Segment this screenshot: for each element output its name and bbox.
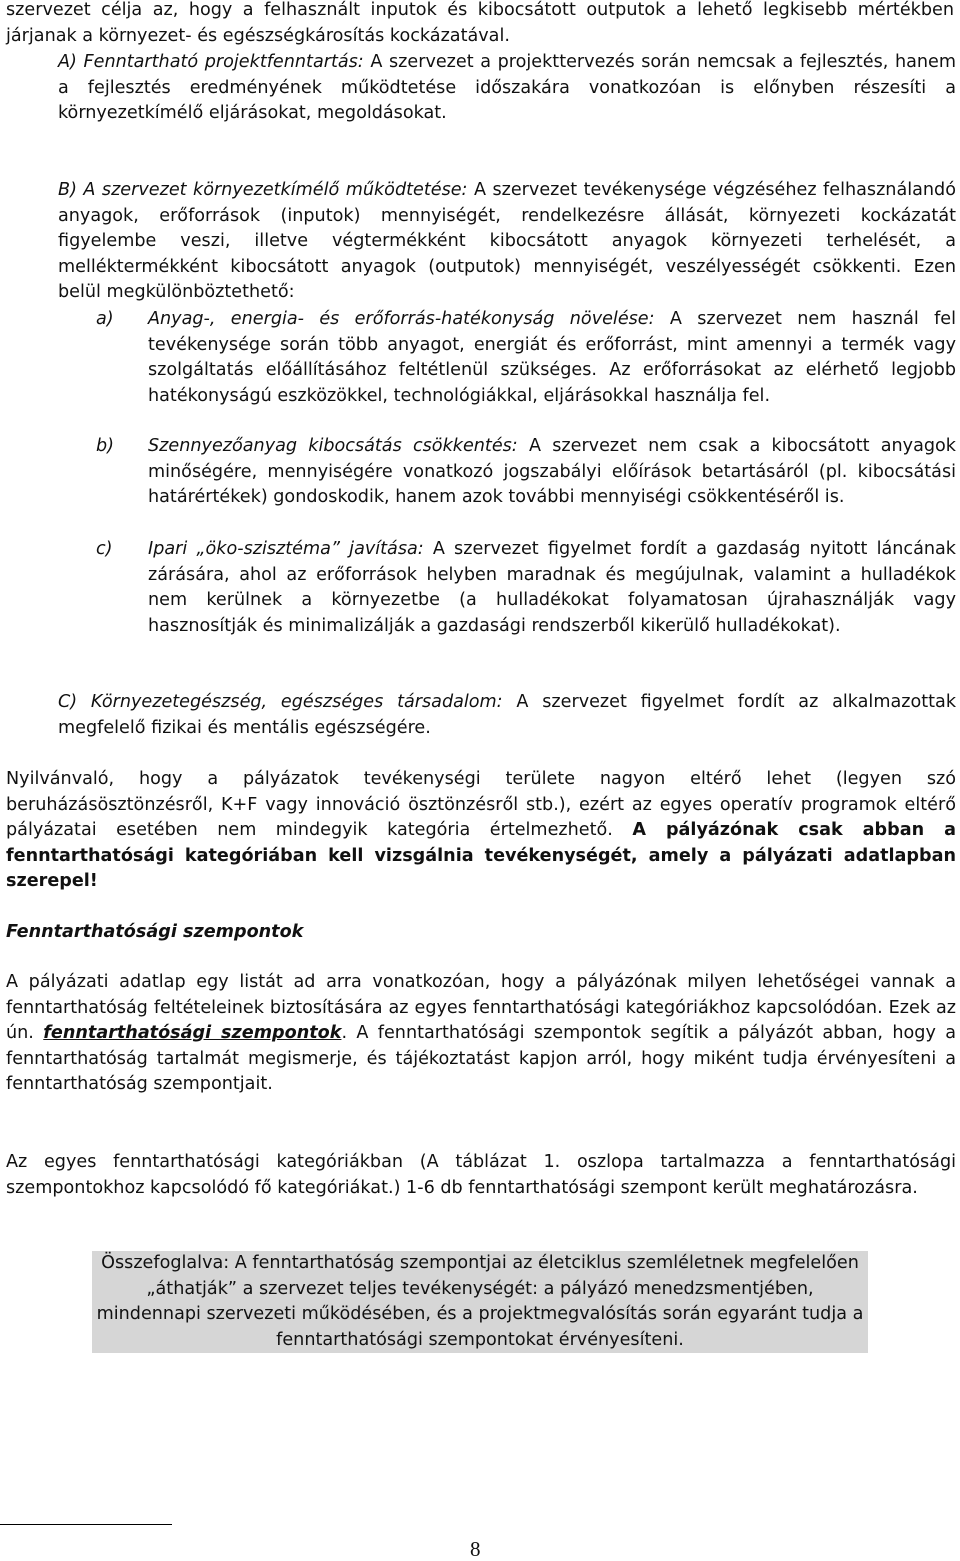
item-c-paragraph [148,537,956,639]
list-term: fenntarthatósági szempontok [43,1023,342,1044]
section-heading: Fenntarthatósági szempontok [6,922,304,942]
item-c-marker: c) [96,539,113,559]
section-c-paragraph [58,690,956,741]
item-b-paragraph [148,434,956,511]
item-c-text: A szervezet figyelmet fordít a gazdaság nyitott láncának zárására, ahol az erőforrások helyben maradnak és megújulnak, valamint a hulladékok nem kerülnek a környezetbe (a hulladékokat folyamatosan újrahasználják vagy hasznosítják és minimalizálják a gazdasági rendszerből kikerülő hulladékokat). [148,539,957,636]
item-a-marker: a) [96,309,114,329]
item-b-marker: b) [96,436,115,456]
list-paragraph [6,970,956,1098]
item-a-label: Anyag-, energia- és erőforrás-hatékonyság növelése: [148,309,655,329]
section-c-label: C) Környezetegészség, egészséges társadalom: [58,692,503,712]
obvious-bold-text: A pályázónak csak abban a fenntarthatósági kategóriában kell vizsgálnia tevékenységét, amely a pályázati adatlapban szerepel! [6,820,957,892]
footer-rule [0,1524,172,1525]
section-b-text: A szervezet tevékenysége végzéséhez felhasználandó anyagok, erőforrások (inputok) mennyiségét, rendelkezésre állását, környezeti kockázatát figyelembe veszi, illetve végtermékként kibocsátott anyagok környezeti terhelését, a melléktermékként kibocsátott anyagok (outputok) mennyiségét, veszélyességét csökkenti. Ezen belül megkülönböztethető: [58,180,956,303]
section-c-text: A szervezet figyelmet fordít az alkalmazottak megfelelő fizikai és mentális egészségére. [58,692,957,738]
item-b-text: A szervezet nem csak a kibocsátott anyagok minőségére, mennyiségére vonatkozó jogszabályi előírások betartásáról (pl. kibocsátási határértékek) gondoskodik, hanem azok további mennyiségi csökkentéséről is. [148,436,956,508]
section-b-paragraph [58,178,956,306]
section-b-label: B) A szervezet környezetkímélő működtetése: [58,180,468,200]
item-a-text: A szervezet nem használ fel tevékenysége során több anyagot, energiát és erőforrást, mint amennyi a termék vagy szolgáltatás előállításához feltétlenül szükséges. Az erőforrásokat az elérhető legjobb hatékonyságú eszközökkel, technológiákkal, eljárásokkal használja fel. [148,309,957,406]
obvious-paragraph [6,767,956,895]
list-text-before: A pályázati adatlap egy listát ad arra vonatkozóan, hogy a pályázónak milyen lehetőségei vannak a fenntarthatóság feltételeinek biztosítására az egyes fenntarthatósági kategóriákhoz kapcsolódóan. Ezek az ún. [6,972,956,1044]
obvious-text: Nyilvánvaló, hogy a pályázatok tevékenységi területe nagyon eltérő lehet (legyen szó beruházásösztönzésről, K+F vagy innováció ösztönzésről stb.), ezért az egyes operatív programok eltérő pályázatai esetében nem mindegyik kategória értelmezhető. [6,769,956,841]
section-a-paragraph [58,50,956,127]
summary-box: Összefoglalva: A fenntarthatóság szempontjai az életciklus szemléletnek megfelelően „áthatják” a szervezet teljes tevékenységét: a pályázó menedzsmentjében, mindennapi szervezeti működésében, és a projektmegvalósítás során egyaránt tudja a fenntarthatósági szempontokat érvényesíteni. [92,1251,868,1353]
item-c-label: Ipari „öko-szisztéma” javítása: [148,539,424,559]
list-text-after: . A fenntarthatósági szempontok segítik a pályázót abban, hogy a fenntarthatóság tartalmát megismerje, és tájékoztatást kapjon arról, hogy miként tudja érvényesíteni a fenntarthatóság szempontjait. [6,1023,957,1095]
section-a-label: A) Fenntartható projektfenntartás: [58,52,364,72]
item-b-label: Szennyezőanyag kibocsátás csökkentés: [148,436,518,456]
item-a-paragraph [148,307,956,409]
categories-paragraph: Az egyes fenntarthatósági kategóriákban (A táblázat 1. oszlopa tartalmazza a fenntarthatósági szempontokhoz kapcsolódó fő kategóriákat.) 1-6 db fenntarthatósági szempont került meghatározásra. [6,1152,956,1198]
section-a-text: A szervezet a projekttervezés során nemcsak a fejlesztés, hanem a fejlesztés eredményének működtetése időszakára vonatkozóan is előnyben részesíti a környezetkímélő eljárásokat, megoldásokat. [58,52,956,124]
page-number: 8 [470,1537,481,1561]
intro-tail-paragraph: szervezet célja az, hogy a felhasznált inputok és kibocsátott outputok a lehető legkisebb mértékben járjanak a környezet- és egészségkárosítás kockázatával. [6,0,954,46]
